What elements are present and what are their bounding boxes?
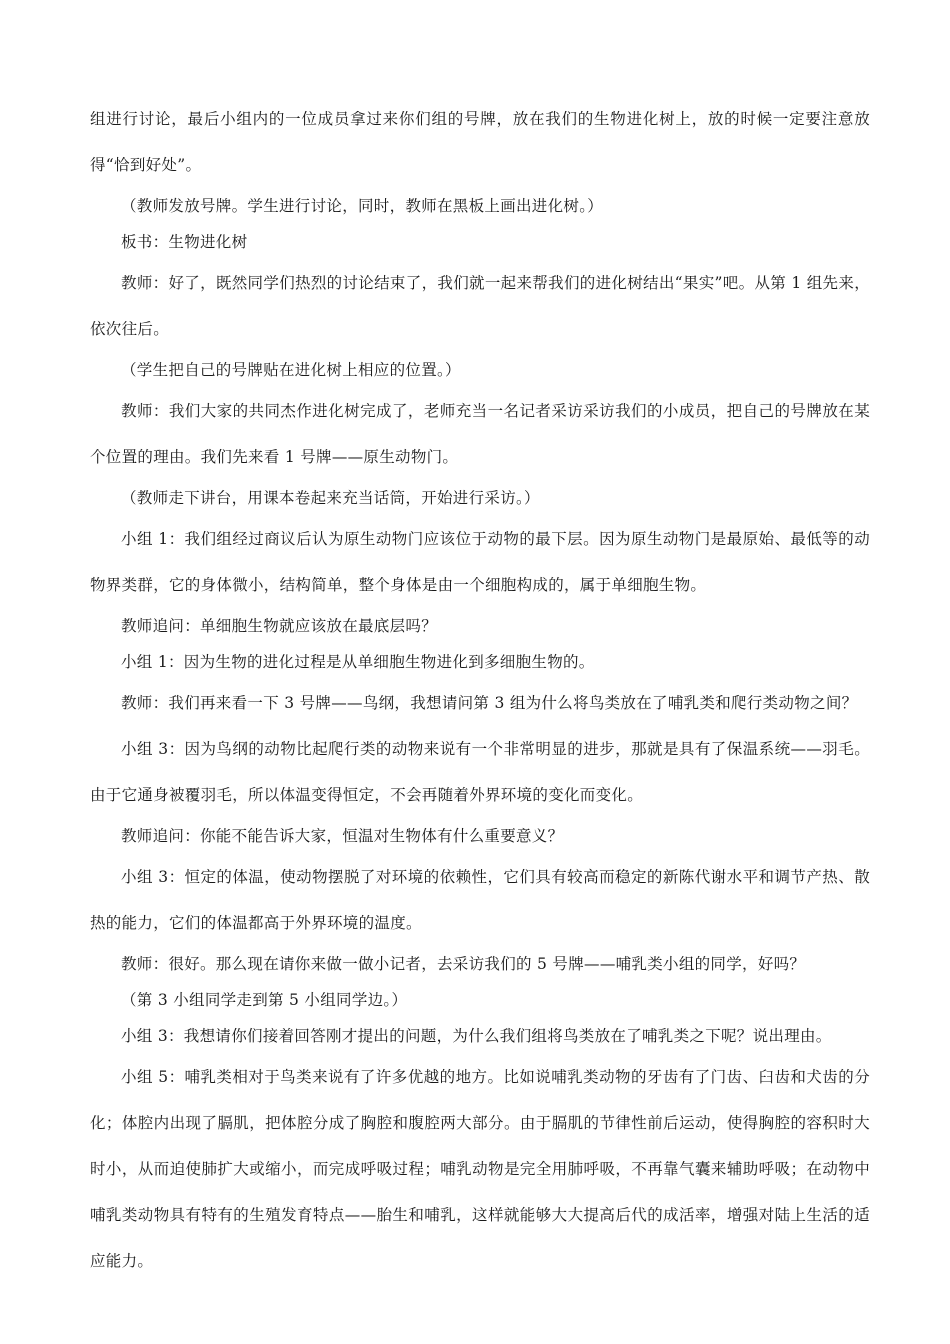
paragraph: 小组 1：我们组经过商议后认为原生动物门应该位于动物的最下层。因为原生动物门是最原始、最低等的动物界类群，它的身体微小，结构简单，整个身体是由一个细胞构成的，属于单细胞生物。 bbox=[90, 530, 870, 594]
paragraph: 板书：生物进化树 bbox=[121, 233, 248, 251]
paragraph: 小组 3：我想请你们接着回答刚才提出的问题，为什么我们组将鸟类放在了哺乳类之下呢？说出理由。 bbox=[121, 1027, 832, 1045]
paragraph: 教师：很好。那么现在请你来做一做小记者，去采访我们的 5 号牌——哺乳类小组的同学，好吗？ bbox=[121, 955, 806, 973]
paragraph: 组进行讨论，最后小组内的一位成员拿过来你们组的号牌，放在我们的生物进化树上，放的时候一定要注意放得“恰到好处”。 bbox=[90, 110, 870, 174]
paragraph: 小组 3：恒定的体温，使动物摆脱了对环境的依赖性，它们具有较高而稳定的新陈代谢水平和调节产热、散热的能力，它们的体温都高于外界环境的温度。 bbox=[90, 868, 870, 932]
paragraph: 教师追问：你能不能告诉大家，恒温对生物体有什么重要意义？ bbox=[121, 827, 564, 845]
paragraph: （第 3 小组同学走到第 5 小组同学边。） bbox=[121, 991, 408, 1009]
paragraph: 小组 5：哺乳类相对于鸟类来说有了许多优越的地方。比如说哺乳类动物的牙齿有了门齿、臼齿和犬齿的分化；体腔内出现了膈肌，把体腔分成了胸腔和腹腔两大部分。由于膈肌的节律性前后运动，使得胸腔的容积时大时小，从而迫使肺扩大或缩小，而完成呼吸过程；哺乳动物是完全用肺呼吸，不再靠气囊来辅助呼吸；在动物中哺乳类动物具有特有的生殖发育特点——胎生和哺乳，这样就能够大大提高后代的成活率，增强对陆上生活的适应能力。 bbox=[90, 1068, 870, 1270]
paragraph: （教师发放号牌。学生进行讨论，同时，教师在黑板上画出进化树。） bbox=[121, 197, 604, 215]
paragraph: 教师：我们大家的共同杰作进化树完成了，老师充当一名记者采访采访我们的小成员，把自己的号牌放在某个位置的理由。我们先来看 1 号牌——原生动物门。 bbox=[90, 402, 870, 466]
paragraph: 教师追问：单细胞生物就应该放在最底层吗？ bbox=[121, 617, 438, 635]
paragraph: 教师：我们再来看一下 3 号牌——鸟纲，我想请问第 3 组为什么将鸟类放在了哺乳类和爬行类动物之间？ bbox=[121, 694, 858, 712]
paragraph: 小组 3：因为鸟纲的动物比起爬行类的动物来说有一个非常明显的进步，那就是具有了保温系统——羽毛。由于它通身被覆羽毛，所以体温变得恒定，不会再随着外界环境的变化而变化。 bbox=[90, 740, 870, 804]
paragraph: 小组 1：因为生物的进化过程是从单细胞生物进化到多细胞生物的。 bbox=[121, 653, 595, 671]
document-body bbox=[90, 96, 870, 1284]
paragraph: （教师走下讲台，用课本卷起来充当话筒，开始进行采访。） bbox=[121, 489, 540, 507]
paragraph: 教师：好了，既然同学们热烈的讨论结束了，我们就一起来帮我们的进化树结出“果实”吧。从第 1 组先来，依次往后。 bbox=[90, 274, 870, 338]
paragraph: （学生把自己的号牌贴在进化树上相应的位置。） bbox=[121, 361, 461, 379]
